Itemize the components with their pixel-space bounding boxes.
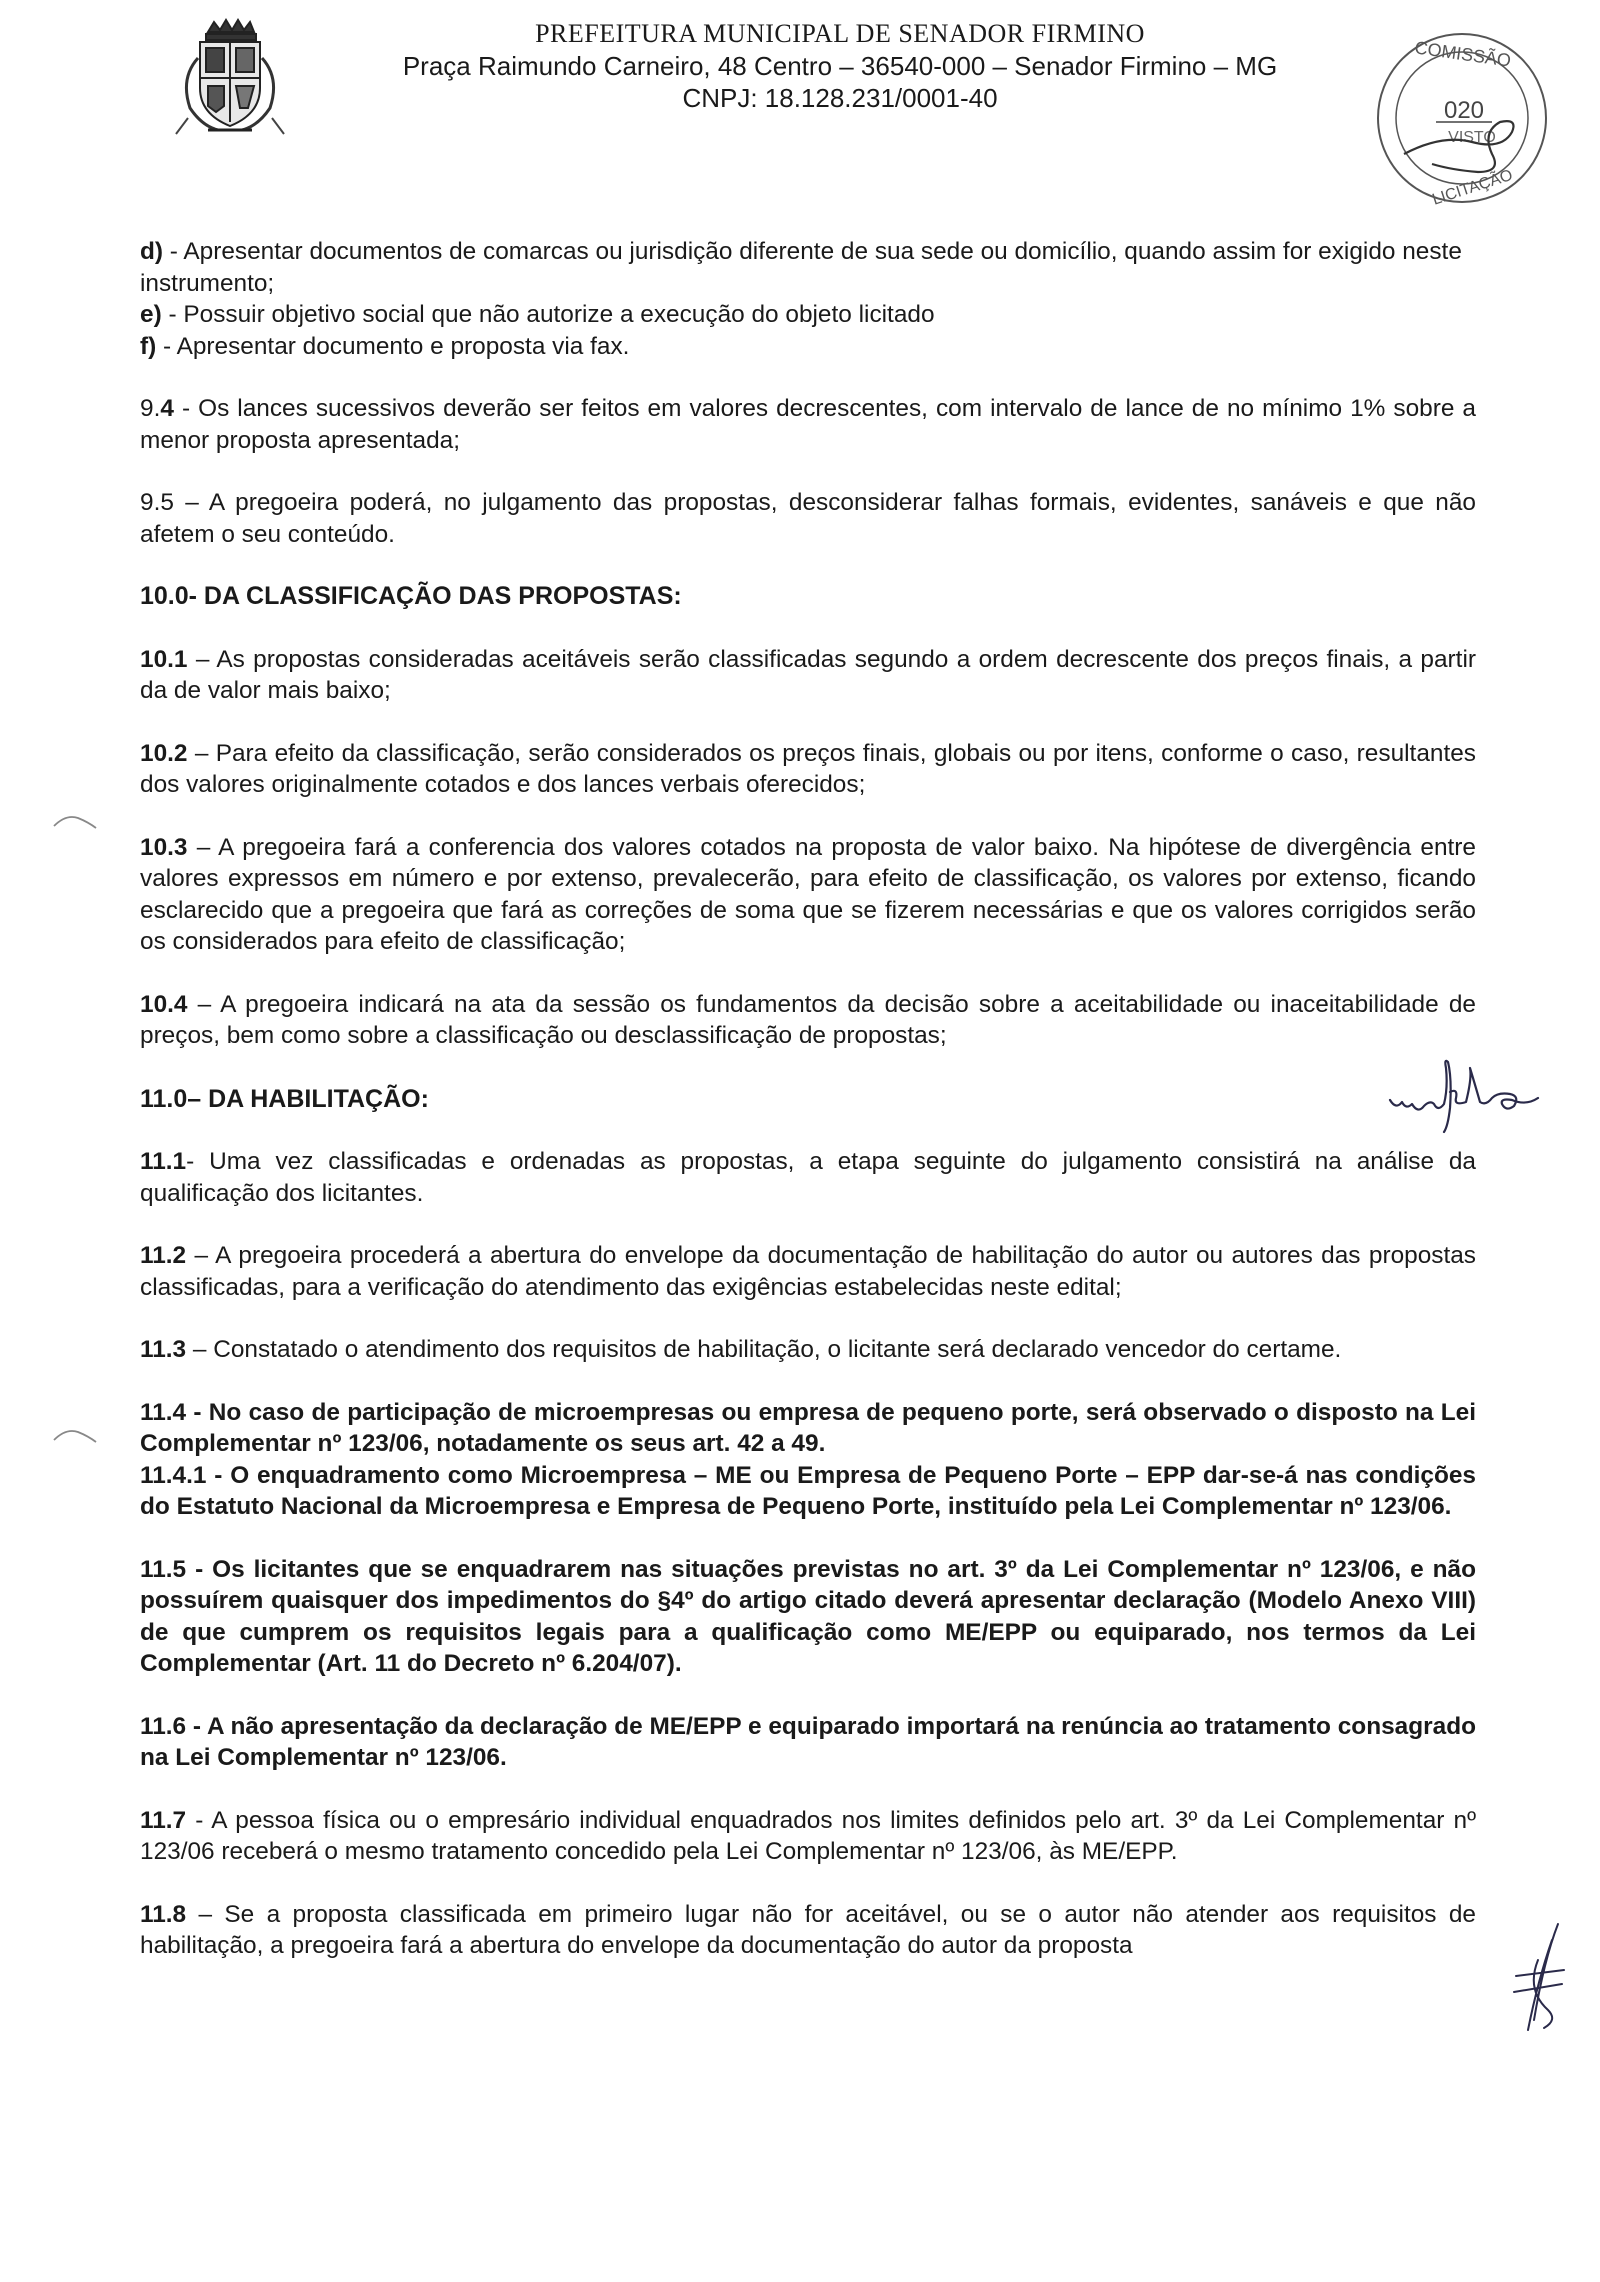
clause-11-3-text: – Constatado o atendimento dos requisitos de habilitação, o licitante será declarado vencedor do certame.: [186, 1336, 1342, 1363]
clause-11-3: [140, 1334, 1476, 1366]
clause-11-8: [140, 1899, 1476, 1962]
clause-f-text: - Apresentar documento e proposta via fax.: [156, 332, 630, 360]
clause-9-4: [140, 393, 1476, 456]
clause-10-1-label-bold: 1: [173, 645, 188, 673]
organization-name: PREFEITURA MUNICIPAL DE SENADOR FIRMINO: [535, 19, 1145, 48]
municipal-crest-icon: [168, 18, 292, 138]
stamp-bottom-text: LICITAÇÃO: [1430, 166, 1515, 209]
clause-11-6: 11.6 - A não apresentação da declaração de ME/EPP e equiparado importará na renúncia ao tratamento consagrado na Lei Complementar nº 123/06.: [140, 1712, 1476, 1771]
organization-address: Praça Raimundo Carneiro, 48 Centro – 36540-000 – Senador Firmino – MG: [402, 51, 1278, 81]
clause-11-4-1: 11.4.1 - O enquadramento como Microempresa – ME ou Empresa de Pequeno Porte – EPP dar-se-á nas condições do Estatuto Nacional da Microempresa e Empresa de Pequeno Porte, instituído pela Lei Complementar nº 123/06.: [140, 1461, 1476, 1520]
document-body: [140, 236, 1476, 1962]
clause-10-3-text: – A pregoeira fará a conferencia dos valores cotados na proposta de valor baixo. Na hipótese de divergência entre valores expressos em número e por extenso, prevalecerão, para efeito de classificação, os valores por extenso, ficando esclarecido que a pregoeira que fará as correções de soma que se fizerem necessárias e que os valores corrigidos serão os considerados para efeito de classificação;: [140, 833, 1476, 955]
clause-10-1-label: 10.: [140, 645, 174, 673]
clause-10-2-label: 10.2: [140, 739, 188, 767]
margin-mark: [52, 1426, 98, 1444]
clause-11-3-label: 11.3: [140, 1336, 187, 1363]
clause-9-4-text: - Os lances sucessivos deverão ser feitos em valores decrescentes, com intervalo de lance de no mínimo 1% sobre a menor proposta apresentada;: [140, 395, 1476, 454]
clause-11-1-label: 11.1: [140, 1148, 187, 1175]
clause-11-7: [140, 1805, 1476, 1868]
clause-11-8-text: – Se a proposta classificada em primeiro lugar não for aceitável, ou se o autor não atender aos requisitos de habilitação, a pregoeira fará a abertura do envelope da documentação do autor da proposta: [140, 1900, 1476, 1959]
handwritten-initials: [1508, 1920, 1568, 2036]
organization-cnpj: CNPJ: 18.128.231/0001-40: [682, 83, 998, 113]
clause-10-4-label: 10.4: [140, 990, 188, 1018]
clause-10-4-text: – A pregoeira indicará na ata da sessão os fundamentos da decisão sobre a aceitabilidade ou inaceitabilidade de preços, bem como sobre a classificação ou desclassificação de propostas;: [140, 990, 1476, 1049]
clause-9-5: 9.5 – A pregoeira poderá, no julgamento das propostas, desconsiderar falhas formais, evidentes, sanáveis e que não afetem o seu conteúdo.: [140, 489, 1476, 548]
clause-9-4-label: 9.: [140, 395, 161, 422]
clause-e-text: - Possuir objetivo social que não autorize a execução do objeto licitado: [161, 301, 935, 328]
clause-11-7-label: 11.7: [140, 1806, 187, 1834]
clause-11-2-text: – A pregoeira procederá a abertura do envelope da documentação de habilitação do autor ou autores das propostas classificadas, para a verificação do atendimento das exigências estabelecidas neste edital;: [140, 1242, 1476, 1301]
stamp-middle-text: VISTO: [1448, 129, 1496, 146]
section-11-title: 11.0– DA HABILITAÇÃO:: [140, 1084, 429, 1113]
clause-e: [140, 299, 1476, 331]
commission-stamp: [1362, 22, 1562, 212]
stamp-top-text: COMISSÃO: [1413, 37, 1513, 71]
clause-11-1: [140, 1146, 1476, 1209]
clause-9-4-label-bold: 4: [160, 395, 174, 422]
clause-d-text: - Apresentar documentos de comarcas ou jurisdição diferente de sua sede ou domicílio, quando assim for exigido neste instrumento;: [140, 238, 1462, 297]
clause-10-3: [140, 832, 1476, 958]
margin-mark: [52, 812, 98, 830]
clause-e-label: e): [140, 301, 162, 328]
stamp-number: 020: [1443, 97, 1485, 124]
clause-11-5: 11.5 - Os licitantes que se enquadrarem nas situações previstas no art. 3º da Lei Complementar nº 123/06, e não possuírem quaisquer dos impedimentos do §4º do artigo citado deverá apresentar declaração (Modelo Anexo VIII) de que cumprem os requisitos legais para a qualificação como ME/EPP ou equiparado, nos termos da Lei Complementar (Art. 11 do Decreto nº 6.204/07).: [140, 1555, 1476, 1677]
clause-f: [140, 331, 1476, 363]
handwritten-signature: [1386, 1048, 1566, 1134]
clause-10-4: [140, 989, 1476, 1052]
clause-10-2-text: – Para efeito da classificação, serão considerados os preços finais, globais ou por itens, conforme o caso, resultantes dos valores originalmente cotados e dos lances verbais oferecidos;: [140, 739, 1476, 798]
clause-10-1-text: – As propostas consideradas aceitáveis serão classificadas segundo a ordem decrescente dos preços finais, a partir da de valor mais baixo;: [140, 645, 1476, 704]
clause-11-2-label: 11.2: [140, 1242, 187, 1269]
clause-10-2: [140, 738, 1476, 801]
clause-10-1: [140, 644, 1476, 707]
section-10-title: 10.0- DA CLASSIFICAÇÃO DAS PROPOSTAS:: [140, 582, 682, 610]
clause-11-8-label: 11.8: [140, 1900, 187, 1928]
clause-d: [140, 236, 1476, 299]
clause-11-2: [140, 1240, 1476, 1303]
clause-d-label: d): [140, 238, 164, 265]
clause-11-1-text: - Uma vez classificadas e ordenadas as propostas, a etapa seguinte do julgamento consistirá na análise da qualificação dos licitantes.: [140, 1148, 1476, 1207]
clause-f-label: f): [140, 332, 157, 360]
clause-11-7-text: - A pessoa física ou o empresário individual enquadrados nos limites definidos pelo art. 3º da Lei Complementar nº 123/06 receberá o mesmo tratamento concedido pela Lei Complementar nº 123/06, às ME/EPP.: [140, 1806, 1476, 1865]
clause-10-3-label: 10.3: [140, 833, 188, 861]
clause-11-4: 11.4 - No caso de participação de microempresas ou empresa de pequeno porte, será observado o disposto na Lei Complementar nº 123/06, notadamente os seus art. 42 a 49.: [140, 1398, 1476, 1457]
letterhead: [360, 18, 1320, 114]
